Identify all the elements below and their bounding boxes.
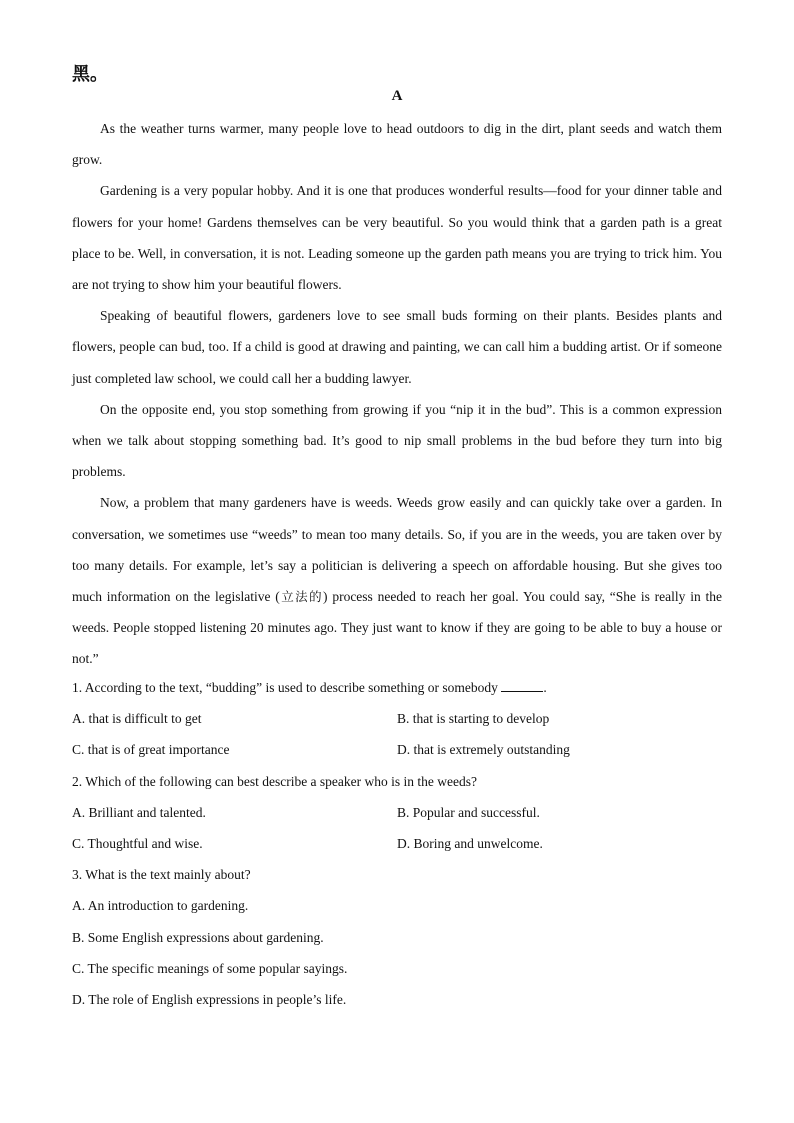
paragraph-5-part-2: ) process needed to reach her goal. You could say, “She is really in the weeds. People stopped listening 20 minutes ago. They just want to know if they are going to be able to buy a house or not.” [72, 589, 723, 667]
q2-option-c: C. Thoughtful and wise. [72, 836, 203, 852]
question-1-stem [72, 672, 722, 703]
reading-passage [72, 113, 722, 675]
question-1-options-row-1 [72, 703, 722, 734]
question-1-period: . [543, 680, 547, 695]
header-fragment: 黑。 [72, 64, 108, 84]
q2-option-d: D. Boring and unwelcome. [397, 836, 543, 852]
q1-option-d: D. that is extremely outstanding [397, 742, 570, 758]
q1-option-b: B. that is starting to develop [397, 711, 550, 727]
q2-option-b: B. Popular and successful. [397, 804, 540, 820]
chinese-gloss: 立法的 [279, 589, 324, 605]
q2-option-a: A. Brilliant and talented. [72, 804, 206, 820]
q3-option-b: B. Some English expressions about gardening. [72, 929, 324, 945]
q3-option-c: C. The specific meanings of some popular sayings. [72, 960, 348, 976]
questions-section [72, 672, 722, 1015]
question-3-stem: 3. What is the text mainly about? [72, 867, 251, 883]
question-2-options-row-2 [72, 828, 722, 859]
paragraph-3: Speaking of beautiful flowers, gardeners love to see small buds forming on their plants. Besides plants and flowers, people can bud, too. If a child is good at drawing and painting, we can call him a budding artist. Or if someone just completed law school, we could call her a budding lawyer. [72, 308, 722, 386]
answer-blank [501, 679, 543, 692]
q3-option-a: A. An introduction to gardening. [72, 898, 249, 914]
question-2-options-row-1 [72, 797, 722, 828]
paragraph-5 [72, 487, 722, 674]
paragraph-5-part-1: Now, a problem that many gardeners have is weeds. Weeds grow easily and can quickly take over a garden. In conversation, we sometimes use “weeds” to mean too many details. So, if you are in the weeds, you are taken over by too many details. For example, let’s say a politician is delivering a speech on affordable housing. But she gives too much information on the legislative ( [72, 495, 722, 605]
paragraph-4: On the opposite end, you stop something from growing if you “nip it in the bud”. This is a common expression when we talk about stopping something bad. It’s good to nip small problems in the bud before they turn into big problems. [72, 401, 722, 480]
q3-option-d: D. The role of English expressions in people’s life. [72, 992, 347, 1008]
question-1-options-row-2 [72, 734, 722, 765]
section-title: A [391, 88, 403, 104]
question-1-text: 1. According to the text, “budding” is used to describe something or somebody [72, 680, 498, 695]
q1-option-c: C. that is of great importance [72, 742, 230, 758]
paragraph-1: As the weather turns warmer, many people love to head outdoors to dig in the dirt, plant seeds and watch them grow. [72, 121, 722, 168]
paragraph-2: Gardening is a very popular hobby. And it is one that produces wonderful results—food for your dinner table and flowers for your home! Gardens themselves can be very beautiful. So you would think that a garden path is a great place to be. Well, in conversation, it is not. Leading someone up the garden path means you are trying to trick him. You are not trying to show him your beautiful flowers. [72, 183, 722, 293]
q1-option-a: A. that is difficult to get [72, 711, 202, 727]
question-2-stem: 2. Which of the following can best describe a speaker who is in the weeds? [72, 773, 477, 789]
